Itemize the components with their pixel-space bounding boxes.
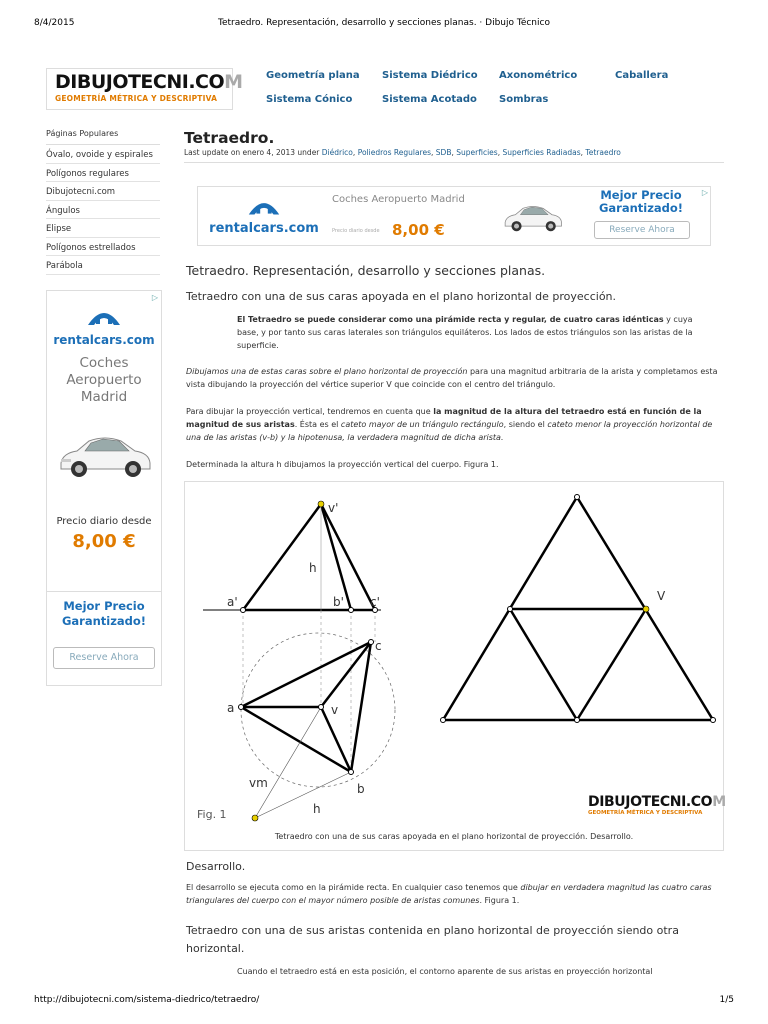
section-heading: Tetraedro. Representación, desarrollo y secciones planas. — [186, 263, 546, 278]
nav-geometria-plana[interactable]: Geometría plana — [266, 70, 360, 81]
subsection-heading: Tetraedro con una de sus aristas contenida en plano horizontal de proyección siendo otra horizontal. — [186, 924, 679, 955]
category-link[interactable]: Diédrico — [321, 148, 353, 157]
print-page-number: 1/5 — [719, 995, 734, 1005]
sidebar-item[interactable]: Polígonos regulares — [46, 164, 160, 183]
paragraph: El desarrollo se ejecuta como en la pirámide recta. En cualquier caso tenemos que dibujar en verdadera magnitud las cuatro caras triangulares del cuerpo con el mayor número posible de aristas comunes. Figura 1. — [186, 883, 712, 905]
sidebar-ad[interactable] — [46, 290, 162, 686]
ad-title: Coches Aeropuerto Madrid — [66, 355, 142, 405]
label-h-2: h — [313, 802, 321, 816]
sidebar-item[interactable]: Elipse — [46, 219, 160, 238]
banner-ad[interactable] — [197, 186, 711, 246]
nav-sombras[interactable]: Sombras — [499, 94, 549, 105]
category-link[interactable]: Superficies — [456, 148, 498, 157]
paragraph: Determinada la altura h dibujamos la proyección vertical del cuerpo. Figura 1. — [186, 460, 499, 469]
paragraph: Cuando el tetraedro está en esta posición, el contorno aparente de sus aristas en proyección horizontal — [237, 967, 653, 976]
sidebar-item[interactable]: Polígonos estrellados — [46, 238, 160, 257]
ad-price: 8,00 € — [72, 531, 136, 552]
site-logo[interactable] — [46, 68, 243, 110]
watermark-logo: DIBUJOTECNI.COM GEOMETRÍA MÉTRICA Y DESCRIPTIVA — [588, 794, 726, 816]
sidebar-item[interactable]: Parábola — [46, 256, 160, 275]
figure-caption: Tetraedro con una de sus caras apoyada en el plano horizontal de proyección. Desarrollo. — [274, 832, 634, 841]
nav-sistema-conico[interactable]: Sistema Cónico — [266, 94, 353, 105]
print-title: Tetraedro. Representación, desarrollo y secciones planas. · Dibujo Técnico — [218, 18, 550, 28]
label-h: h — [309, 561, 317, 575]
sidebar-popular — [46, 126, 160, 275]
adchoices-icon[interactable]: ▷ — [151, 293, 158, 302]
sidebar-item[interactable]: Óvalo, ovoide y espirales — [46, 145, 160, 164]
ad-reserve-button[interactable]: Reserve Ahora — [594, 221, 690, 239]
ad-brand — [47, 305, 161, 347]
logo-text: DIBUJOTECNI.COM — [55, 71, 243, 93]
label-c: c — [375, 639, 382, 653]
paragraph: El Tetraedro se puede considerar como una pirámide recta y regular, de cuatro caras idénticas y cuya base, y por tanto sus caras laterales son triángulos equiláteros. Los lados de estos triángulos son las aristas de la superficie. — [237, 315, 693, 350]
adchoices-icon[interactable]: ▷ — [701, 188, 708, 197]
ad-price-label: Precio diario desde — [332, 228, 380, 234]
sidebar-item[interactable]: Dibujotecni.com — [46, 182, 160, 201]
ad-brand — [204, 195, 324, 236]
print-url: http://dibujotecni.com/sistema-diedrico/tetraedro/ — [34, 995, 260, 1005]
ad-brand-text: rentalcars.com — [209, 221, 319, 236]
sidebar-heading: Páginas Populares — [46, 126, 160, 145]
label-a-prime: a' — [227, 595, 238, 609]
sidebar-item[interactable]: Ángulos — [46, 201, 160, 220]
label-vm: vm — [249, 776, 268, 790]
post-title: Tetraedro. — [184, 129, 275, 147]
figure-label: Fig. 1 — [197, 808, 227, 821]
rentalcars-logo-icon — [245, 195, 283, 217]
nav-sistema-diedrico[interactable]: Sistema Diédrico — [382, 70, 478, 81]
nav-sistema-acotado[interactable]: Sistema Acotado — [382, 94, 477, 105]
nav-axonometrico[interactable]: Axonométrico — [499, 70, 578, 81]
post-meta: Last update on enero 4, 2013 under Diédrico, Poliedros Regulares, SDB, Superficies, Superficies Radiadas, Tetraedro — [184, 148, 621, 157]
logo-tagline: GEOMETRÍA MÉTRICA Y DESCRIPTIVA — [55, 94, 218, 103]
ad-promo: Mejor Precio Garantizado! — [598, 188, 684, 215]
category-link[interactable]: Superficies Radiadas — [502, 148, 581, 157]
label-v-prime: v' — [328, 501, 339, 515]
car-image — [498, 197, 568, 235]
category-link[interactable]: Tetraedro — [585, 148, 621, 157]
ad-divider — [47, 591, 161, 592]
ad-title: Coches Aeropuerto Madrid — [332, 194, 465, 205]
car-image — [55, 423, 155, 483]
label-b-prime: b' — [333, 595, 344, 609]
ad-price-label: Precio diario desde — [56, 516, 152, 527]
category-link[interactable]: Poliedros Regulares — [357, 148, 431, 157]
print-header — [34, 18, 734, 32]
print-date: 8/4/2015 — [34, 18, 75, 28]
figure-1 — [184, 481, 724, 851]
label-c-prime: c' — [370, 595, 380, 609]
label-b: b — [357, 782, 365, 796]
ad-price: 8,00 € — [392, 221, 445, 239]
ad-promo: Mejor Precio Garantizado! — [61, 599, 147, 628]
section-heading: Desarrollo. — [186, 860, 246, 873]
label-V: V — [657, 589, 666, 603]
label-v: v — [331, 703, 339, 717]
label-a: a — [227, 701, 235, 715]
nav-caballera[interactable]: Caballera — [615, 70, 669, 81]
paragraph: Dibujamos una de estas caras sobre el plano horizontal de proyección para una magnitud arbitraria de la arista y completamos esta vista dibujando la proyección del vértice superior V que coincide con el centro del triángulo. — [186, 367, 718, 389]
subsection-heading: Tetraedro con una de sus caras apoyada en el plano horizontal de proyección. — [186, 290, 617, 303]
category-link[interactable]: SDB — [435, 148, 452, 157]
paragraph: Para dibujar la proyección vertical, tendremos en cuenta que la magnitud de la altura del tetraedro está en función de la magnitud de sus aristas. Ésta es el cateto mayor de un triángulo rectángulo, siendo el cateto menor la proyección horizontal de una de las aristas (v-b) y la hipotenusa, la verdadera magnitud de dicha arista. — [186, 407, 713, 442]
rentalcars-logo-icon — [84, 305, 124, 327]
ad-reserve-button[interactable]: Reserve Ahora — [53, 647, 155, 669]
post-divider — [184, 162, 724, 163]
print-footer — [34, 995, 734, 1009]
ad-brand-text: rentalcars.com — [53, 333, 155, 347]
